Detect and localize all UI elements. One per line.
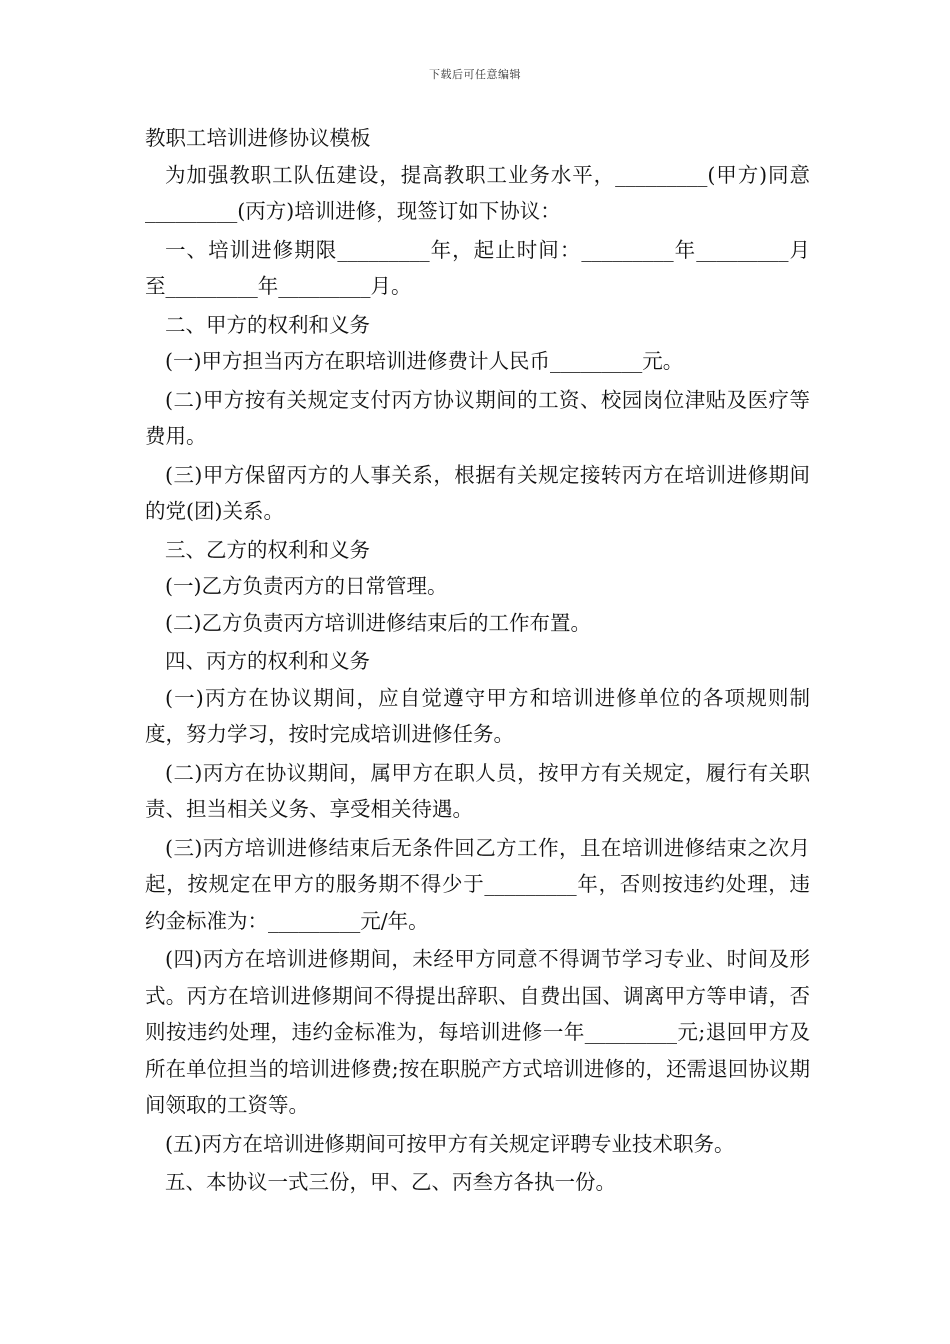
clause-c-1: (一)丙方在协议期间，应自觉遵守甲方和培训进修单位的各项规则制度，努力学习，按时完成培训进修任务。 (145, 685, 810, 746)
clause-a-3: (三)甲方保留丙方的人事关系，根据有关规定接转丙方在培训进修期间的党(团)关系。 (145, 462, 810, 523)
clause-a-2: (二)甲方按有关规定支付丙方协议期间的工资、校园岗位津贴及医疗等费用。 (145, 387, 810, 448)
page-header-note: 下载后可任意编辑 (429, 68, 521, 81)
clause-1-term: 一、培训进修期限_________年，起止时间：_________年_________月至_________年_________月。 (145, 237, 810, 298)
clause-b-1: (一)乙方负责丙方的日常管理。 (165, 574, 448, 598)
clause-5-copies: 五、本协议一式三份，甲、乙、丙叁方各执一份。 (165, 1170, 616, 1194)
intro-paragraph: 为加强教职工队伍建设，提高教职工业务水平，_________(甲方)同意_________(丙方)培训进修，现签订如下协议： (145, 162, 810, 223)
section-heading-party-b: 三、乙方的权利和义务 (165, 537, 370, 562)
section-heading-party-c: 四、丙方的权利和义务 (165, 649, 370, 673)
clause-a-1: (一)甲方担当丙方在职培训进修费计人民币_________元。 (165, 349, 684, 373)
clause-b-2: (二)乙方负责丙方培训进修结束后的工作布置。 (165, 610, 591, 635)
clause-c-2: (二)丙方在协议期间，属甲方在职人员，按甲方有关规定，履行有关职责、担当相关义务、享受相关待遇。 (145, 760, 810, 821)
clause-c-3: (三)丙方培训进修结束后无条件回乙方工作，且在培训进修结束之次月起，按规定在甲方的服务期不得少于_________年，否则按违约处理，违约金标准为：_________元/年。 (145, 835, 810, 933)
clause-c-5: (五)丙方在培训进修期间可按甲方有关规定评聘专业技术职务。 (165, 1131, 735, 1156)
section-heading-party-a: 二、甲方的权利和义务 (165, 312, 370, 337)
clause-c-4: (四)丙方在培训进修期间，未经甲方同意不得调节学习专业、时间及形式。丙方在培训进修期间不得提出辞职、自费出国、调离甲方等申请，否则按违约处理，违约金标准为，每培训进修一年_________元;退回甲方及所在单位担当的培训进修费;按在职脱产方式培训进修的，还需退回协议期间领取的工资等。 (145, 947, 810, 1117)
document-title: 教职工培训进修协议模板 (145, 126, 371, 150)
document-body (145, 120, 810, 1201)
